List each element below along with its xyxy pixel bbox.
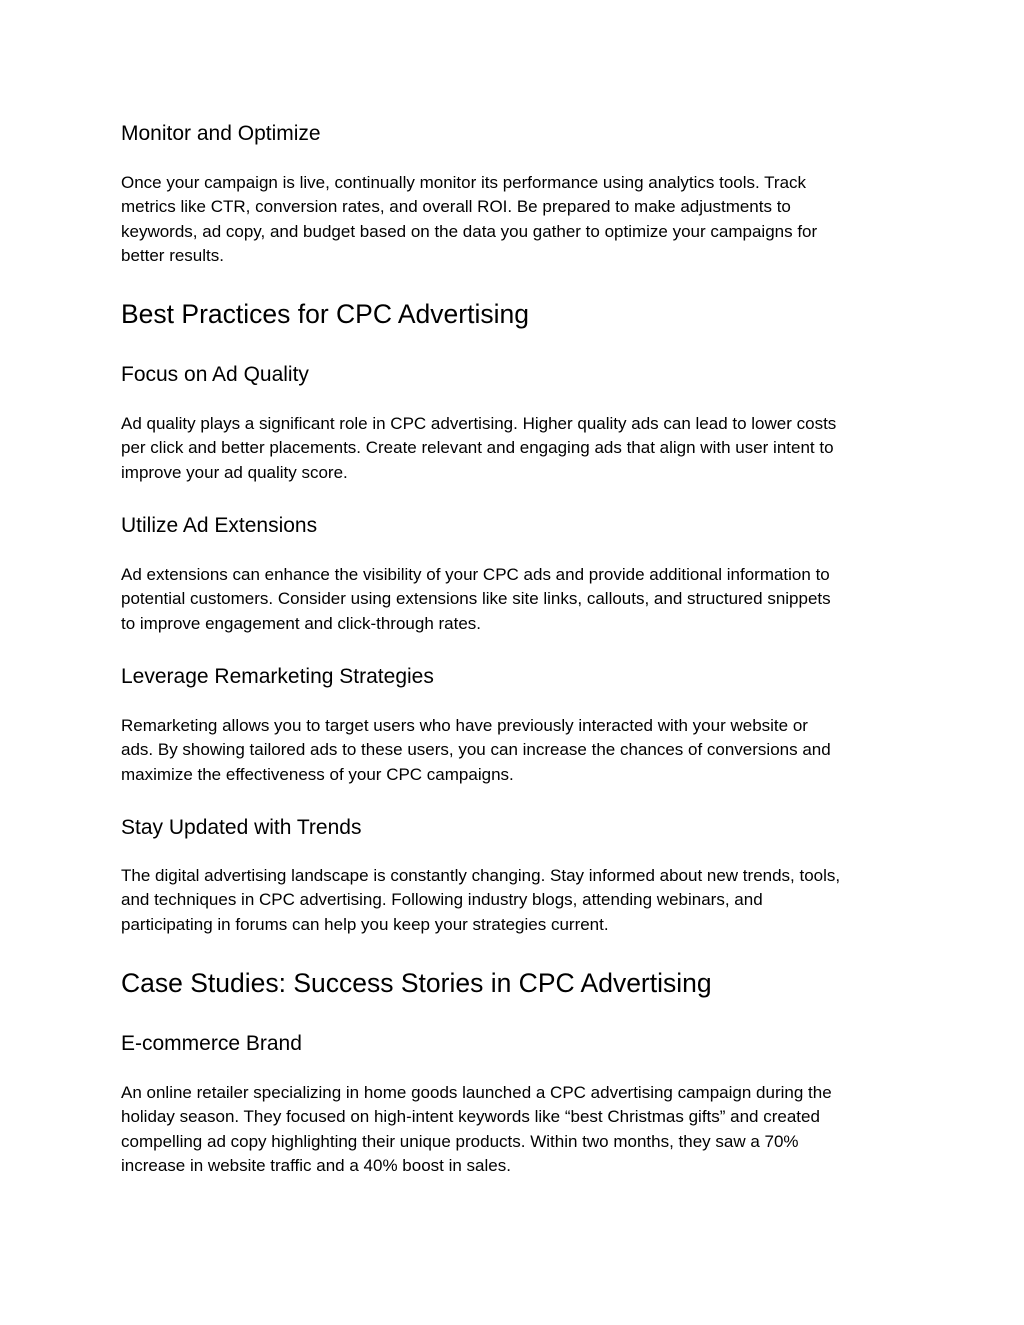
section-heading-ecommerce-brand: E-commerce Brand	[121, 1032, 302, 1055]
section-heading-focus-on-ad-quality: Focus on Ad Quality	[121, 363, 309, 386]
section-heading-stay-updated-with-trends: Stay Updated with Trends	[121, 816, 362, 839]
section-heading-case-studies: Case Studies: Success Stories in CPC Advertising	[121, 968, 712, 998]
section-heading-best-practices: Best Practices for CPC Advertising	[121, 299, 529, 329]
paragraph-stay-updated-with-trends: The digital advertising landscape is constantly changing. Stay informed about new trends, tools, and techniques in CPC advertising. Following industry blogs, attending webinars, and participating in forums can help you keep your strategies current.	[121, 866, 841, 934]
section-heading-leverage-remarketing: Leverage Remarketing Strategies	[121, 665, 434, 688]
paragraph-leverage-remarketing: Remarketing allows you to target users who have previously interacted with your website or ads. By showing tailored ads to these users, you can increase the chances of conversions and maximize the effectiveness of your CPC campaigns.	[121, 716, 831, 784]
section-heading-utilize-ad-extensions: Utilize Ad Extensions	[121, 514, 318, 537]
paragraph-ecommerce-brand: An online retailer specializing in home goods launched a CPC advertising campaign during the holiday season. They focused on high-intent keywords like “best Christmas gifts” and created compelling ad copy highlighting their unique products. Within two months, they saw a 70% increase in website traffic and a 40% boost in sales.	[121, 1083, 832, 1175]
section-heading-monitor-and-optimize: Monitor and Optimize	[121, 122, 321, 145]
paragraph-utilize-ad-extensions: Ad extensions can enhance the visibility of your CPC ads and provide additional information to potential customers. Consider using extensions like site links, callouts, and structured snippets to improve engagement and click-through rates.	[121, 565, 831, 633]
paragraph-monitor-and-optimize: Once your campaign is live, continually monitor its performance using analytics tools. Track metrics like CTR, conversion rates, and overall ROI. Be prepared to make adjustments to keywords, ad copy, and budget based on the data you gather to optimize your campaigns for better results.	[121, 173, 818, 265]
paragraph-focus-on-ad-quality: Ad quality plays a significant role in CPC advertising. Higher quality ads can lead to lower costs per click and better placements. Create relevant and engaging ads that align with user intent to improve your ad quality score.	[121, 414, 837, 482]
